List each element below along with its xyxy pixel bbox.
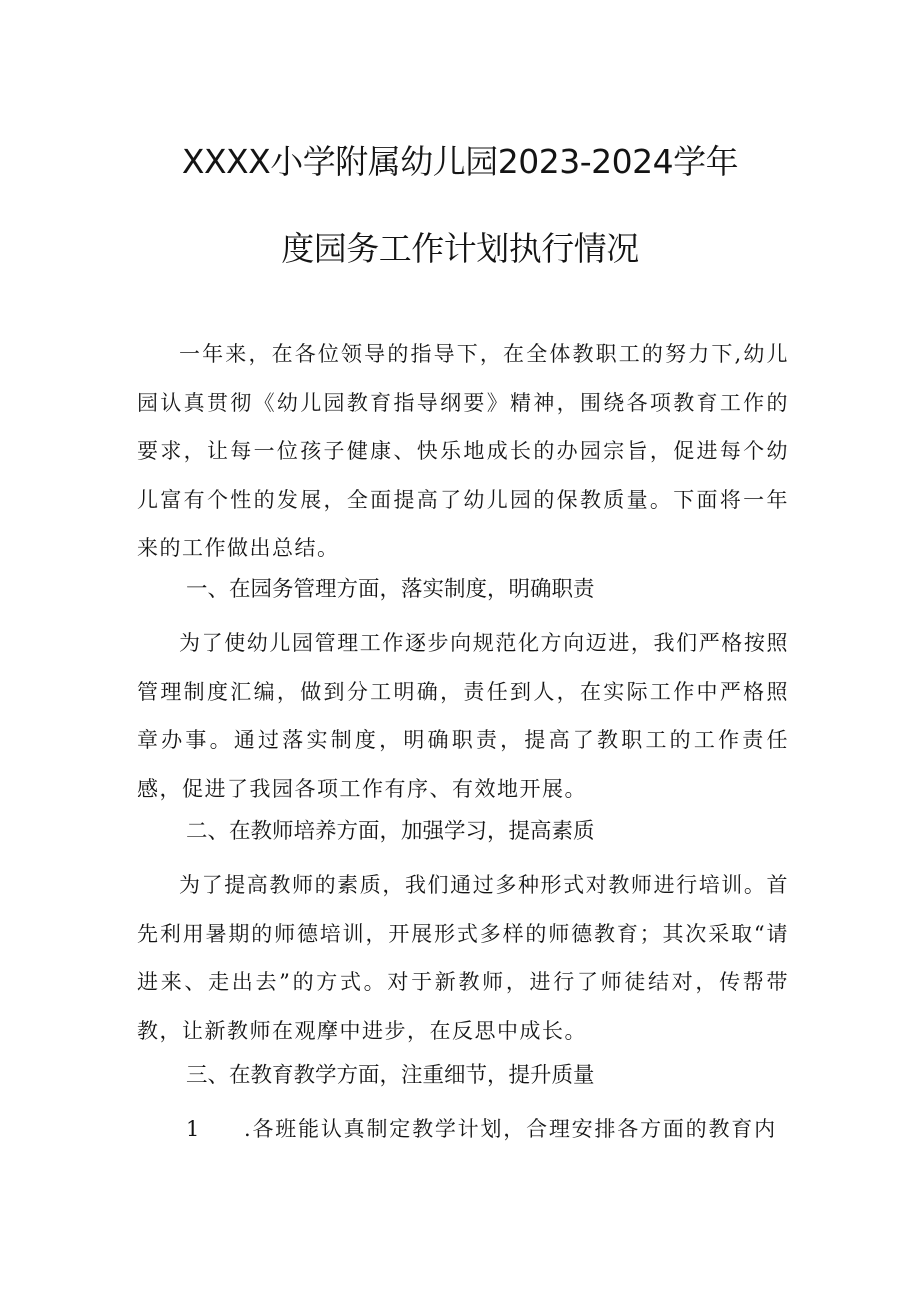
intro-paragraph: 一年来，在各位领导的指导下，在全体教职工的努力下,幼儿园认真贯彻《幼儿园教育指导纲要》精神，围绕各项教育工作的要求，让每一位孩子健康、快乐地成长的办园宗旨，促进每个幼儿富有个性的发展，全面提高了幼儿园的保教质量。下面将一年来的工作做出总结。 — [137, 342, 789, 560]
section-heading-2: 二、在教师培养方面，加强学习，提高素质 — [186, 819, 595, 844]
section-body-2: 为了提高教师的素质，我们通过多种形式对教师进行培训。首先利用暑期的师德培训，开展形式多样的师德教育；其次采取“请进来、走出去”的方式。对于新教师，进行了师徒结对，传帮带教，让新教师在观摩中进步，在反思中成长。 — [137, 873, 789, 1043]
document-title-line-2: 度园务工作计划执行情况 — [281, 229, 639, 268]
section-heading-3: 三、在教育教学方面，注重细节，提升质量 — [186, 1063, 595, 1088]
list-item-text: .各班能认真制定教学计划，合理安排各方面的教育内 — [244, 1117, 777, 1141]
list-item — [186, 1105, 789, 1154]
list-item-number: 1 — [186, 1117, 200, 1141]
section-heading-1: 一、在园务管理方面，落实制度，明确职责 — [186, 577, 595, 602]
document-title-line-1: XXXX小学附属幼儿园2023-2024学年 — [181, 142, 739, 181]
section-body-1: 为了使幼儿园管理工作逐步向规范化方向迈进，我们严格按照管理制度汇编，做到分工明确，责任到人，在实际工作中严格照章办事。通过落实制度，明确职责，提高了教职工的工作责任感，促进了我园各项工作有序、有效地开展。 — [137, 631, 789, 801]
